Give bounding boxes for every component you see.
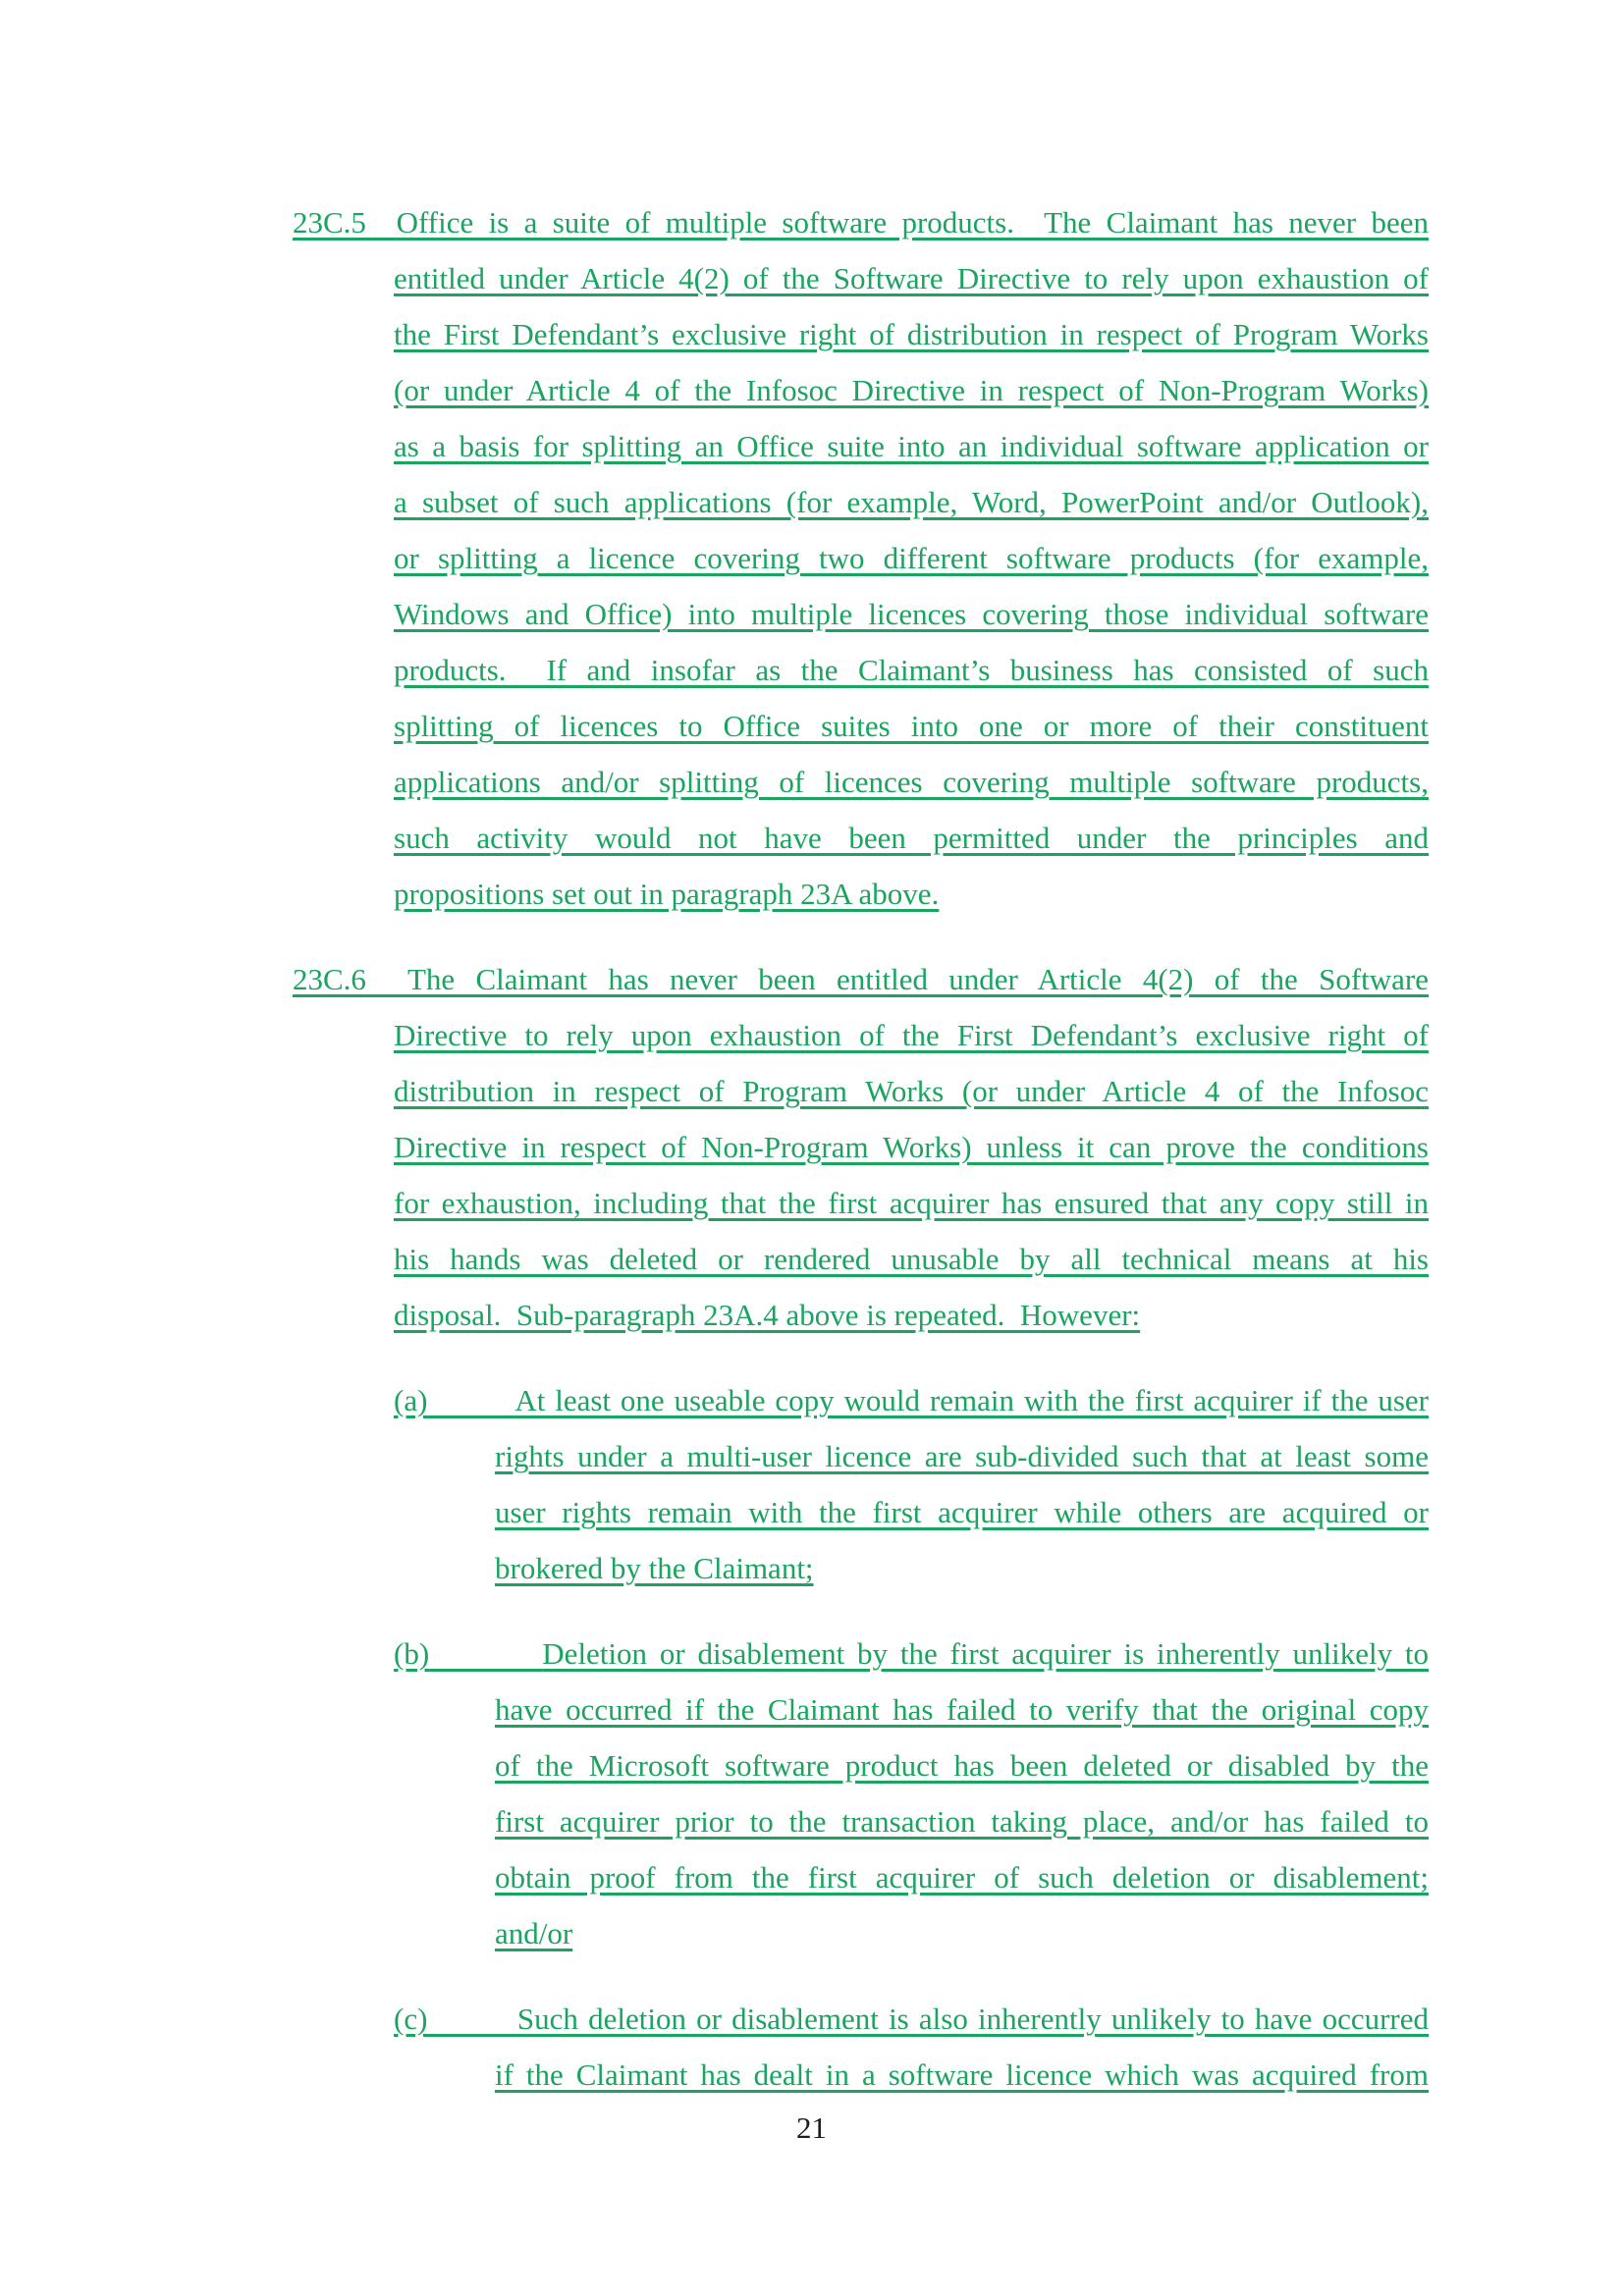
paragraph-b [293,1626,1429,1961]
paragraph-line: disposal. Sub-paragraph 23A.4 above is repeated. However: [394,1298,1141,1332]
paragraph-line: and/or [495,1916,573,1950]
paragraph-line: as a basis for splitting an Office suite into an individual software application or [394,429,1429,463]
paragraph-number: 23C.5 [293,205,366,240]
paragraph-line: or splitting a licence covering two different software products (for example, [394,541,1429,575]
paragraph-line: for exhaustion, including that the first acquirer has ensured that any copy still in [394,1186,1429,1220]
paragraph-number: (a) [394,1383,428,1417]
paragraph-line: applications and/or splitting of licences covering multiple software products, [394,765,1429,799]
paragraph-line: propositions set out in paragraph 23A above. [394,877,940,911]
paragraph-number: (b) [394,1636,430,1671]
page-number: 21 [796,2110,827,2145]
paragraph-line: the First Defendant’s exclusive right of distribution in respect of Program Works [394,317,1429,351]
paragraph-line: entitled under Article 4(2) of the Software Directive to rely upon exhaustion of [394,261,1429,295]
paragraph-line: if the Claimant has dealt in a software licence which was acquired from [495,2057,1429,2092]
paragraph-line: splitting of licences to Office suites into one or more of their constituent [394,709,1429,743]
paragraph-line: products. If and insofar as the Claimant’s business has consisted of such [394,653,1429,687]
paragraph-line: 23C.5 Office is a suite of multiple software products. The Claimant has never been [293,205,1429,240]
paragraph-line: 23C.6 The Claimant has never been entitled under Article 4(2) of the Software [293,962,1429,996]
paragraph-line: (c) Such deletion or disablement is also inherently unlikely to have occurred [394,2002,1430,2036]
paragraph-line: Directive to rely upon exhaustion of the First Defendant’s exclusive right of [394,1018,1429,1052]
paragraph-line: (or under Article 4 of the Infosoc Directive in respect of Non-Program Works) [394,373,1429,407]
paragraph-number: 23C.6 [293,962,366,996]
paragraph-line: distribution in respect of Program Works (or under Article 4 of the Infosoc [394,1074,1429,1108]
paragraph-23C.6 [293,951,1429,1343]
paragraph-line: a subset of such applications (for example, Word, PowerPoint and/or Outlook), [394,485,1429,519]
document-body [293,194,1429,2103]
paragraph-c [293,1991,1429,2103]
paragraph-line: Directive in respect of Non-Program Works) unless it can prove the conditions [394,1130,1429,1164]
paragraph-line: his hands was deleted or rendered unusable by all technical means at his [394,1242,1429,1276]
paragraph-line: of the Microsoft software product has been deleted or disabled by the [495,1748,1429,1783]
paragraph-line: user rights remain with the first acquirer while others are acquired or [495,1495,1429,1529]
paragraph-number: (c) [394,2002,428,2036]
paragraph-a [293,1372,1429,1596]
paragraph-line: obtain proof from the first acquirer of such deletion or disablement; [495,1860,1429,1895]
paragraph-line: (b) Deletion or disablement by the first acquirer is inherently unlikely to [394,1636,1429,1671]
paragraph-line: Windows and Office) into multiple licences covering those individual software [394,597,1429,631]
paragraph-line: (a) At least one useable copy would remain with the first acquirer if the user [394,1383,1430,1417]
paragraph-line: rights under a multi-user licence are sub-divided such that at least some [495,1439,1429,1473]
paragraph-line: first acquirer prior to the transaction taking place, and/or has failed to [495,1804,1429,1839]
paragraph-line: such activity would not have been permitted under the principles and [394,821,1429,855]
paragraph-line: brokered by the Claimant; [495,1551,814,1585]
paragraph-line: have occurred if the Claimant has failed to verify that the original copy [495,1692,1429,1727]
paragraph-23C.5 [293,194,1429,922]
